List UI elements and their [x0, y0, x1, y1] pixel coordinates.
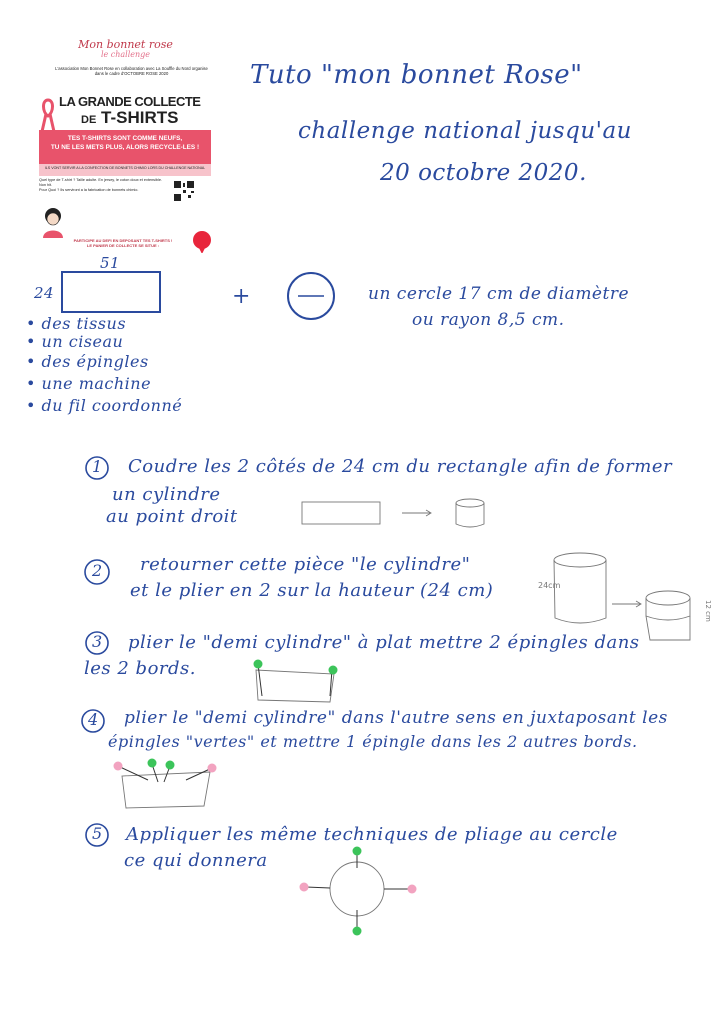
step-4-circle: [82, 710, 104, 732]
step-5-text: Appliquer les même techniques de pliage au cercle: [126, 824, 618, 845]
step-1-sketch: [302, 499, 484, 527]
step-2-text: retourner cette pièce "le cylindre": [140, 554, 471, 575]
circle-description-2: ou rayon 8,5 cm.: [412, 310, 565, 330]
step-5-sketch: [300, 847, 417, 936]
pink-pin-icon: [408, 885, 417, 894]
step-1-text: un cylindre: [112, 484, 221, 505]
rect-height-label: 24: [34, 284, 55, 302]
tuto-title: Tuto "mon bonnet Rose": [250, 60, 583, 90]
green-pin-icon: [353, 847, 362, 856]
step-2-text: et le plier en 2 sur la hauteur (24 cm): [130, 580, 494, 601]
material-item: • un ciseau: [26, 332, 124, 351]
pink-pin-icon: [300, 883, 309, 892]
circle-description-1: un cercle 17 cm de diamètre: [368, 284, 630, 304]
flyer-cta: PARTICIPE AU DEFI EN DEPOSANT TES T-SHIRTS ! LE PANIER DE COLLECTE SE SITUE :: [73, 238, 173, 248]
flyer-title-line1: LA GRANDE COLLECTE: [59, 94, 201, 109]
green-pin-icon: [254, 660, 263, 669]
rect-width-label: 51: [100, 254, 121, 272]
step-1-text: Coudre les 2 côtés de 24 cm du rectangle afin de former: [128, 456, 673, 477]
material-item: • une machine: [26, 374, 152, 393]
step-4-number: 4: [88, 710, 99, 729]
step-5-text: ce qui donnera: [124, 850, 268, 871]
step-1-text: au point droit: [106, 506, 238, 527]
green-pin-icon: [353, 927, 362, 936]
step-3-number: 3: [92, 632, 103, 651]
challenge-date: 20 octobre 2020.: [380, 160, 587, 186]
step-4-sketch: [114, 759, 217, 809]
step-5-number: 5: [92, 824, 103, 843]
step-3-text: les 2 bords.: [84, 658, 196, 679]
green-pin-icon: [166, 761, 175, 770]
fabric-rectangle-sketch: [62, 272, 160, 312]
step-1-number: 1: [92, 457, 103, 476]
material-item: • des épingles: [26, 352, 149, 371]
pink-pin-icon: [114, 762, 123, 771]
step-2-sketch: [554, 553, 690, 640]
flyer-band-sub: ILS VONT SERVIR A LA CONFECTION DE BONNETS CHIMIO LORS DU CHALLENGE NATIONAL: [39, 164, 211, 176]
step-1-circle: [86, 457, 108, 479]
green-pin-icon: [329, 666, 338, 675]
green-pin-icon: [148, 759, 157, 768]
flyer-info: Quel type de T-shirt ? Taille adulte. En jersey, le coton doux et extensible. Non hit. Pour Quoi ? Ils serviront a la fabrication de bonnets chimio.: [39, 178, 163, 192]
pink-pin-icon: [208, 764, 217, 773]
flyer-brand-sub: le challenge: [100, 50, 151, 59]
step-2-number: 2: [92, 561, 103, 580]
flyer-band: TES T-SHIRTS SONT COMME NEUFS, TU NE LES METS PLUS, ALORS RECYCLE-LES !: [39, 130, 211, 164]
material-item: • du fil coordonné: [26, 396, 183, 415]
step-4-text: épingles "vertes" et mettre 1 épingle dans les 2 autres bords.: [108, 732, 638, 751]
s2-height-label: 24cm: [538, 581, 561, 590]
challenge-line: challenge national jusqu'au: [298, 118, 632, 144]
step-3-text: plier le "demi cylindre" à plat mettre 2 épingles dans: [128, 632, 640, 653]
plus-sign: +: [232, 284, 251, 309]
flyer-brand: Mon bonnet rose: [78, 38, 173, 51]
step-2-circle: [85, 560, 109, 584]
flyer-intro: L'association Mon Bonnet Rose en collaboration avec La Souffle du Nord organise dans le cadre d'OCTOBRE ROSE 2020: [55, 66, 208, 76]
s2-side-label: 12 cm: [704, 600, 712, 622]
step-4-text: plier le "demi cylindre" dans l'autre sens en juxtaposant les: [124, 708, 668, 728]
step-3-circle: [86, 632, 108, 654]
step-5-circle: [86, 824, 108, 846]
material-item: • des tissus: [26, 314, 127, 333]
step-3-sketch: [254, 660, 338, 703]
flyer-title-line2: DE T-SHIRTS: [81, 108, 179, 127]
